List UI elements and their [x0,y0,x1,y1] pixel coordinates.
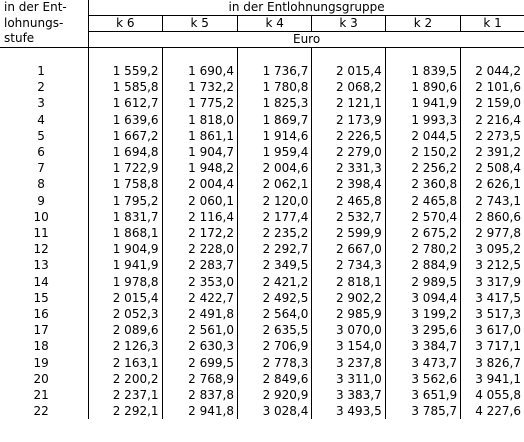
grade-header: k 4 [237,16,311,32]
value-cell: 2 860,6 [475,209,521,224]
value-cell: 3 154,0 [312,338,385,354]
table-row [0,95,524,111]
value-cell: 2 635,5 [237,322,311,338]
step-cell: 7 [0,160,89,176]
table-row [0,176,524,192]
value-cell: 2 068,2 [312,79,385,95]
step-cell: 20 [0,371,89,387]
value-cell: 2 977,8 [475,226,521,241]
value-cell: 2 564,0 [237,306,311,322]
step-cell: 19 [0,355,89,371]
grade-header: k 1 [461,16,524,32]
value-cell: 2 120,0 [237,193,311,209]
value-cell: 2 004,4 [162,176,237,192]
value-cell: 1 868,1 [89,225,162,241]
value-cell: 2 734,3 [312,257,385,273]
value-cell: 2 159,0 [475,96,521,111]
table-row [0,241,524,257]
value-cell: 1 904,9 [89,241,162,257]
step-cell: 15 [0,290,89,306]
value-cell: 2 353,0 [162,274,237,290]
value-cell: 2 778,3 [237,355,311,371]
value-cell: 2 422,7 [162,290,237,306]
table-row [0,225,524,241]
value-cell: 2 675,2 [385,225,460,241]
value-cell: 2 126,3 [89,338,162,354]
step-cell: 2 [0,79,89,95]
step-cell: 6 [0,144,89,160]
value-cell: 2 667,0 [312,241,385,257]
step-cell: 22 [0,403,89,419]
value-cell: 1 904,7 [162,144,237,160]
value-cell: 2 177,4 [237,209,311,225]
value-cell: 1 612,7 [89,95,162,111]
table-row [0,403,524,419]
value-cell: 2 421,2 [237,274,311,290]
value-cell: 2 626,1 [475,177,521,192]
value-cell: 1 559,2 [89,63,162,79]
value-cell: 1 890,6 [385,79,460,95]
grade-header: k 6 [89,16,162,32]
value-cell: 1 722,9 [89,160,162,176]
value-cell: 2 089,6 [89,322,162,338]
value-cell: 3 295,6 [385,322,460,338]
step-cell: 14 [0,274,89,290]
value-cell: 3 717,1 [475,339,521,354]
table-row [0,322,524,338]
value-cell: 2 292,1 [89,403,162,419]
group-header: in der Entlohnungsgruppe [89,0,524,16]
value-cell: 2 743,1 [475,193,521,208]
table-row [0,144,524,160]
step-cell: 17 [0,322,89,338]
step-header-line: in der Ent- [4,0,67,14]
value-cell: 3 562,6 [385,371,460,387]
value-cell: 2 465,8 [385,193,460,209]
value-cell: 1 831,7 [89,209,162,225]
spacer-row [0,48,524,64]
table-row [0,355,524,371]
value-cell: 2 150,2 [385,144,460,160]
table-row [0,371,524,387]
value-cell: 2 121,1 [312,95,385,111]
table-row [0,338,524,354]
value-cell: 1 978,8 [89,274,162,290]
value-cell: 4 055,8 [475,388,521,403]
table-row [0,112,524,128]
value-cell: 2 273,5 [475,128,521,143]
value-cell: 2 015,4 [89,290,162,306]
grade-header: k 3 [312,16,385,32]
value-cell: 2 060,1 [162,193,237,209]
value-cell: 2 216,4 [475,112,521,127]
value-cell: 2 101,6 [475,80,521,95]
value-cell: 2 226,5 [312,128,385,144]
step-cell: 12 [0,241,89,257]
value-cell: 3 493,5 [312,403,385,419]
table-row [0,274,524,290]
step-cell: 4 [0,112,89,128]
value-cell: 1 861,1 [162,128,237,144]
table-row [0,128,524,144]
value-cell: 1 948,2 [162,160,237,176]
value-cell: 2 331,3 [312,160,385,176]
value-cell: 2 163,1 [89,355,162,371]
value-cell: 2 360,8 [385,176,460,192]
value-cell: 2 228,0 [162,241,237,257]
value-cell: 2 768,9 [162,371,237,387]
value-cell: 2 116,4 [162,209,237,225]
value-cell: 2 599,9 [312,225,385,241]
value-cell: 2 015,4 [312,63,385,79]
value-cell: 2 235,2 [237,225,311,241]
value-cell: 2 706,9 [237,338,311,354]
table-row [0,290,524,306]
value-cell: 1 959,4 [237,144,311,160]
grade-header: k 2 [385,16,460,32]
table-row [0,193,524,209]
value-cell: 1 694,8 [89,144,162,160]
value-cell: 1 585,8 [89,79,162,95]
value-cell: 4 227,6 [475,404,521,419]
value-cell: 2 398,4 [312,176,385,192]
value-cell: 2 200,2 [89,371,162,387]
table-row [0,387,524,403]
value-cell: 3 417,5 [475,290,521,305]
value-cell: 2 062,1 [237,176,311,192]
value-cell: 3 094,4 [385,290,460,306]
value-cell: 2 172,2 [162,225,237,241]
value-cell: 1 775,2 [162,95,237,111]
value-cell: 2 492,5 [237,290,311,306]
table-row [0,160,524,176]
value-cell: 1 869,7 [237,112,311,128]
value-cell: 1 780,8 [237,79,311,95]
value-cell: 2 237,1 [89,387,162,403]
value-cell: 3 317,9 [475,274,521,289]
table-row [0,306,524,322]
step-cell: 8 [0,176,89,192]
value-cell: 3 028,4 [237,403,311,419]
step-column-header [0,0,89,48]
value-cell: 2 837,8 [162,387,237,403]
value-cell: 2 292,7 [237,241,311,257]
unit-header: Euro [89,32,524,48]
value-cell: 3 237,8 [312,355,385,371]
value-cell: 2 391,2 [475,145,521,160]
value-cell: 2 884,9 [385,257,460,273]
value-cell: 3 473,7 [385,355,460,371]
step-cell: 18 [0,338,89,354]
value-cell: 1 825,3 [237,95,311,111]
value-cell: 1 758,8 [89,176,162,192]
value-cell: 2 561,0 [162,322,237,338]
value-cell: 3 199,2 [385,306,460,322]
value-cell: 2 044,2 [475,64,521,78]
value-cell: 2 279,0 [312,144,385,160]
value-cell: 2 173,9 [312,112,385,128]
value-cell: 1 732,2 [162,79,237,95]
step-cell: 10 [0,209,89,225]
value-cell: 1 667,2 [89,128,162,144]
value-cell: 3 785,7 [385,403,460,419]
value-cell: 2 283,7 [162,257,237,273]
table-row [0,63,524,79]
table-body [0,48,524,420]
value-cell: 3 826,7 [475,355,521,370]
value-cell: 2 941,8 [162,403,237,419]
value-cell: 3 070,0 [312,322,385,338]
step-cell: 11 [0,225,89,241]
value-cell: 2 818,1 [312,274,385,290]
value-cell: 2 989,5 [385,274,460,290]
value-cell: 1 839,5 [385,63,460,79]
step-cell: 9 [0,193,89,209]
table-row [0,209,524,225]
value-cell: 3 617,0 [475,323,521,338]
value-cell: 2 920,9 [237,387,311,403]
value-cell: 1 914,6 [237,128,311,144]
value-cell: 1 639,6 [89,112,162,128]
table-row [0,79,524,95]
value-cell: 2 491,8 [162,306,237,322]
step-header-line: stufe [4,31,35,45]
value-cell: 3 311,0 [312,371,385,387]
value-cell: 2 256,2 [385,160,460,176]
step-cell: 21 [0,387,89,403]
table-row [0,257,524,273]
step-cell: 16 [0,306,89,322]
value-cell: 1 993,3 [385,112,460,128]
value-cell: 2 902,2 [312,290,385,306]
value-cell: 2 349,5 [237,257,311,273]
step-cell: 5 [0,128,89,144]
value-cell: 3 517,3 [475,307,521,322]
value-cell: 2 985,9 [312,306,385,322]
value-cell: 1 941,9 [89,257,162,273]
value-cell: 2 044,5 [385,128,460,144]
value-cell: 2 532,7 [312,209,385,225]
value-cell: 1 690,4 [162,63,237,79]
value-cell: 3 384,7 [385,338,460,354]
grade-header: k 5 [162,16,237,32]
value-cell: 1 736,7 [237,63,311,79]
value-cell: 3 651,9 [385,387,460,403]
value-cell: 2 630,3 [162,338,237,354]
value-cell: 2 699,5 [162,355,237,371]
value-cell: 3 095,2 [475,242,521,257]
value-cell: 2 465,8 [312,193,385,209]
step-cell: 13 [0,257,89,273]
value-cell: 2 849,6 [237,371,311,387]
value-cell: 3 383,7 [312,387,385,403]
value-cell: 2 052,3 [89,306,162,322]
table-header [0,0,524,48]
step-cell: 1 [0,63,89,79]
value-cell: 1 941,9 [385,95,460,111]
step-cell: 3 [0,95,89,111]
value-cell: 2 004,6 [237,160,311,176]
value-cell: 2 780,2 [385,241,460,257]
step-header-line: lohnungs- [4,15,64,30]
value-cell: 3 941,1 [475,371,521,386]
value-cell: 2 508,4 [475,161,521,176]
value-cell: 1 795,2 [89,193,162,209]
value-cell: 3 212,5 [475,258,521,273]
value-cell: 1 818,0 [162,112,237,128]
value-cell: 2 570,4 [385,209,460,225]
